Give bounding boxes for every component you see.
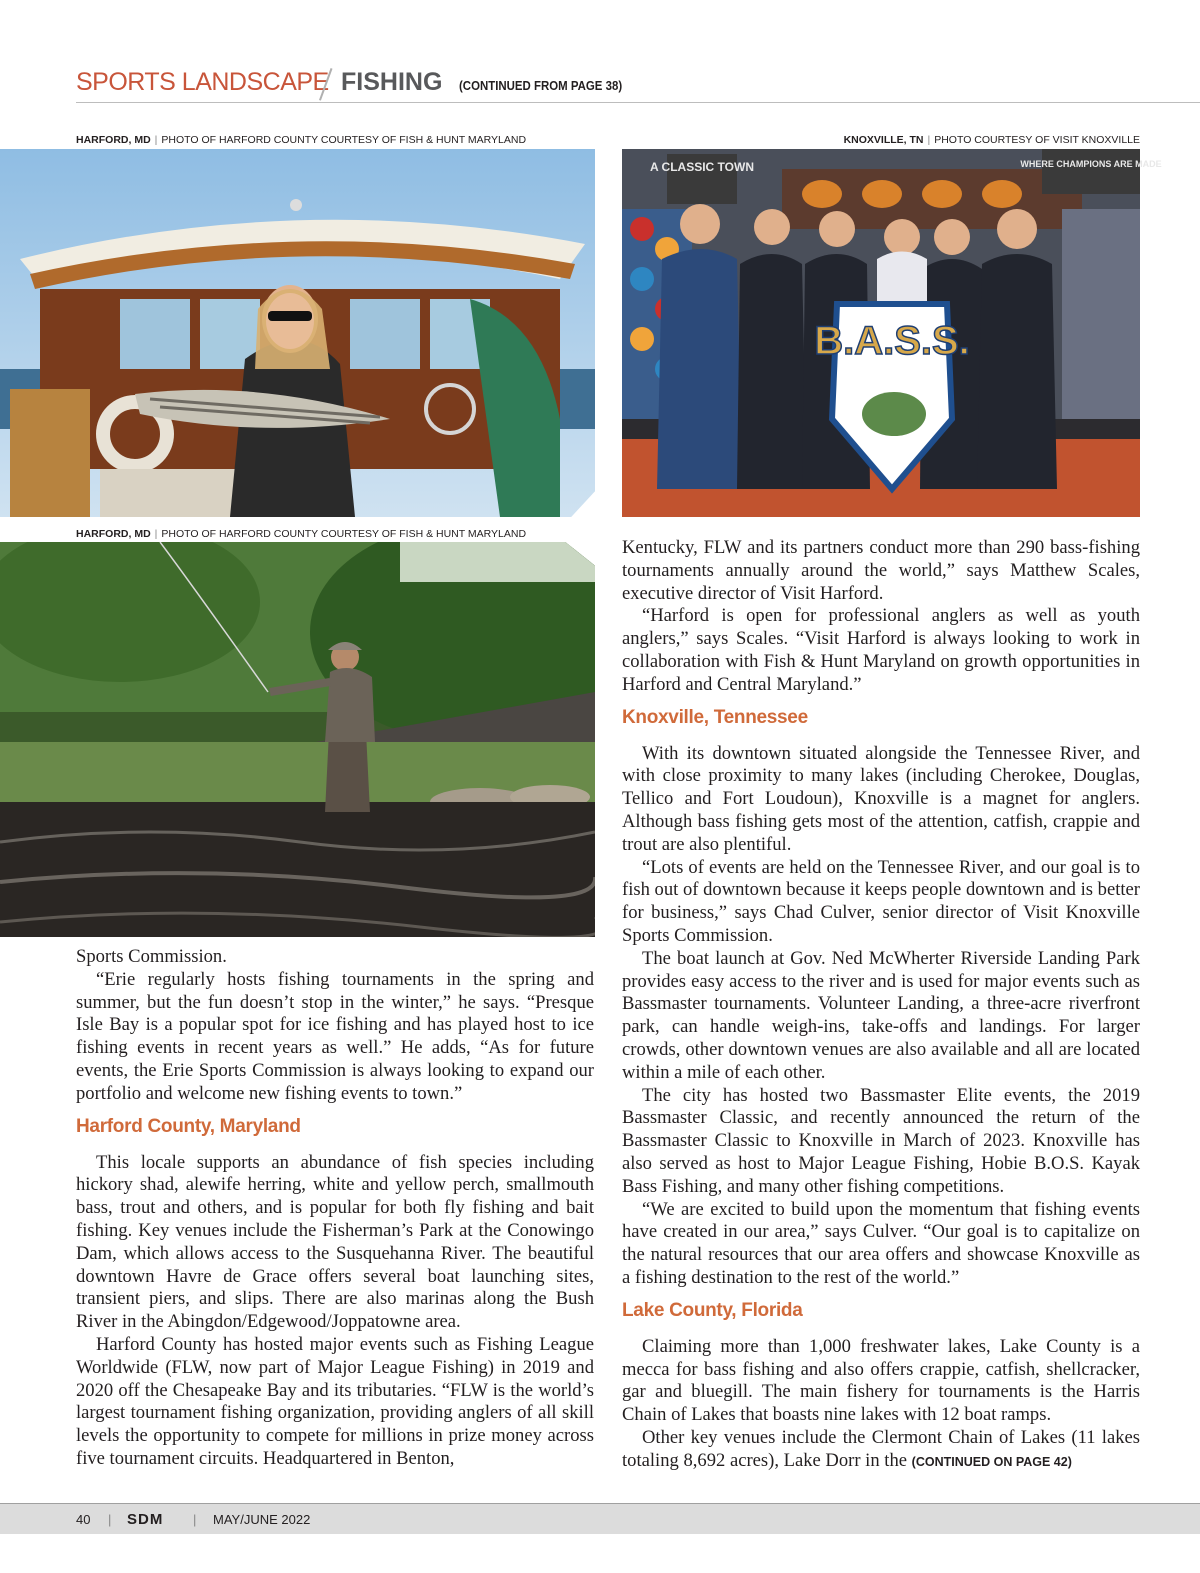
article-paragraph: “We are excited to build upon the momentum that fishing events have created in our area,” says Culver. “Our goal is to capitalize on the natural resources that our area offers and showcase Knoxville as a fishing destination to the rest of the world.” [622, 1198, 1140, 1288]
article-paragraph: With its downtown situated alongside the Tennessee River, and with close proximity to many lakes (including Cherokee, Douglas, Tellico and Fort Loudoun), Knoxville is a magnet for anglers. Although bass fishing gets most of the attention, catfish, crappie and trout are also plentiful. [622, 742, 1140, 855]
article-paragraph: “Erie regularly hosts fishing tournaments in the spring and summer, but the fun doesn’t stop in the winter,” he says. “Presque Isle Bay is a popular spot for ice fishing and has played host to ice fishing events in recent years as well.” He adds, “As for future events, the Erie Sports Commission is always looking to expand our portfolio and welcome new fishing events to town.” [76, 968, 594, 1104]
section-heading-harford: Harford County, Maryland [76, 1115, 301, 1137]
caption-credit: PHOTO OF HARFORD COUNTY COURTESY OF FISH & HUNT MARYLAND [161, 134, 527, 146]
caption-place: HARFORD, MD [76, 528, 151, 540]
backdrop-right-text: WHERE CHAMPIONS ARE MADE [1020, 159, 1162, 169]
section-heading-knoxville: Knoxville, Tennessee [622, 706, 808, 728]
left-article-column [76, 946, 594, 1471]
caption-credit: PHOTO COURTESY OF VISIT KNOXVILLE [934, 134, 1140, 146]
article-paragraph: This locale supports an abundance of fish species including hickory shad, alewife herring, white and yellow perch, smallmouth bass, trout and others, and is popular for both fly fishing and bait fishing. Key venues include the Fisherman’s Park at the Conowingo Dam, which allows access to the Susquehanna River. The beautiful downtown Havre de Grace offers several boat launching sites, transient piers, and slips. There are also marinas along the Bush River in the Abingdon/Edgewood/Joppatowne area. [76, 1151, 594, 1333]
caption-place: HARFORD, MD [76, 134, 151, 146]
magazine-logo: SDM [127, 1511, 164, 1528]
photo-caption-harford-boat: HARFORD, MD | PHOTO OF HARFORD COUNTY COURTESY OF FISH & HUNT MARYLAND [76, 134, 527, 146]
caption-credit: PHOTO OF HARFORD COUNTY COURTESY OF FISH & HUNT MARYLAND [161, 528, 527, 540]
page-number: 40 [76, 1512, 91, 1527]
caption-place: KNOXVILLE, TN [843, 134, 924, 146]
photo-caption-knoxville: KNOXVILLE, TN | PHOTO COURTESY OF VISIT KNOXVILLE [843, 134, 1140, 146]
page-header [76, 66, 1200, 104]
article-paragraph: Claiming more than 1,000 freshwater lakes, Lake County is a mecca for bass fishing and also offers crappie, catfish, shellcracker, gar and bluegill. The main fishery for tournaments is the Harris Chain of Lakes that boasts nine lakes with 12 boat ramps. [622, 1335, 1140, 1426]
section-label: SPORTS LANDSCAPE [76, 68, 329, 96]
topic-label: FISHING [341, 68, 443, 96]
footer-separator: | [193, 1512, 197, 1527]
article-paragraph [622, 1427, 1140, 1474]
article-paragraph: “Lots of events are held on the Tennessee River, and our goal is to fish out of downtown because it keeps people downtown and is better for business,” says Chad Culver, senior director of Visit Knoxville Sports Commission. [622, 856, 1140, 946]
photo-harford-boat [0, 149, 595, 517]
header-rule [76, 102, 1200, 103]
issue-date: MAY/JUNE 2022 [213, 1512, 311, 1527]
photo-knoxville-group [622, 149, 1162, 517]
footer-separator: | [108, 1512, 112, 1527]
article-paragraph: The boat launch at Gov. Ned McWherter Riverside Landing Park provides easy access to the river and is used for major events such as Bassmaster tournaments. Volunteer Landing, a three-acre riverfront park, can handle weigh-ins, take-offs and landings. For larger crowds, other downtown venues are also available and all are located within a mile of each other. [622, 947, 1140, 1083]
article-paragraph: “Harford is open for professional anglers as well as youth anglers,” says Scales. “Visit Harford is always looking to work in collaboration with Fish & Hunt Maryland on growth opportunities in Harford and Central Maryland.” [622, 605, 1140, 695]
page-footer [0, 1503, 1200, 1534]
article-paragraph: Harford County has hosted major events such as Fishing League Worldwide (FLW, now part of Major League Fishing) in 2019 and 2020 off the Chesapeake Bay and its tributaries. “FLW is the world’s largest tournament fishing organization, providing anglers of all skill levels the opportunity to compete for millions in prize money across five tournament circuits. Headquartered in Benton, [76, 1333, 594, 1469]
backdrop-left-text: A CLASSIC TOWN [650, 160, 754, 174]
article-paragraph: The city has hosted two Bassmaster Elite events, the 2019 Bassmaster Classic, and recently announced the return of the Bassmaster Classic to Knoxville in March of 2023. Knoxville has also served as host to Major League Fishing, Hobie B.O.S. Kayak Bass Fishing, and many other fishing competitions. [622, 1084, 1140, 1197]
right-article-column [622, 537, 1140, 1473]
photo-harford-river [0, 542, 595, 937]
section-heading-lake-county: Lake County, Florida [622, 1299, 803, 1321]
article-paragraph: Sports Commission. [76, 946, 227, 967]
bass-logo-text: B.A.S.S. [814, 319, 970, 363]
continued-on-note: (CONTINUED ON PAGE 42) [911, 1454, 1072, 1469]
article-paragraph-text: Other key venues include the Clermont Chain of Lakes (11 lakes totaling 8,692 acres), Lake Dorr in the [622, 1426, 1140, 1471]
continued-from-note: (CONTINUED FROM PAGE 38) [459, 78, 623, 93]
photo-caption-harford-river: HARFORD, MD | PHOTO OF HARFORD COUNTY COURTESY OF FISH & HUNT MARYLAND [76, 528, 527, 540]
article-paragraph: Kentucky, FLW and its partners conduct more than 290 bass-fishing tournaments annually around the world,” says Matthew Scales, executive director of Visit Harford. [622, 537, 1140, 604]
